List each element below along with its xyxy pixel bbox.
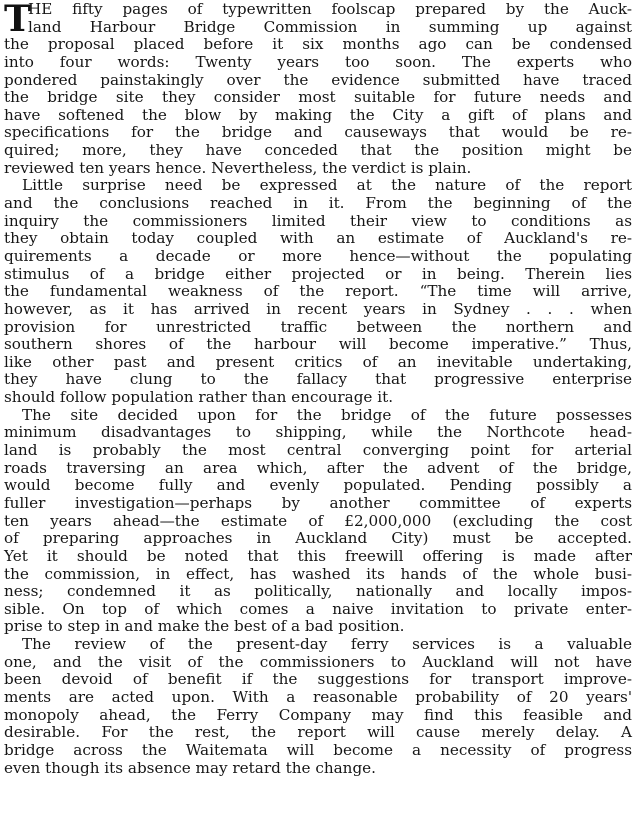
text-line: been devoid of benefit if the suggestions for transport improve- <box>4 670 632 689</box>
text-line: inquiry the commissioners limited their view to conditions as <box>4 211 632 230</box>
text-line: minimum disadvantages to shipping, while the Northcote head- <box>4 423 632 442</box>
text-line: ments are acted upon. With a reasonable probability of 20 years' <box>4 687 632 706</box>
text-line: the commission, in effect, has washed its hands of the whole busi- <box>4 564 632 583</box>
paragraph-2 <box>4 177 632 406</box>
text-line: reviewed ten years hence. Nevertheless, the verdict is plain. <box>4 158 472 177</box>
text-line: Little surprise need be expressed at the nature of the report <box>22 176 632 195</box>
text-line: the proposal placed before it six months ago can be condensed <box>4 35 632 54</box>
text-line: the fundamental weakness of the report. “The time will arrive, <box>4 282 632 301</box>
text-line: land Harbour Bridge Commission in summing up against <box>28 17 632 36</box>
text-line: however, as it has arrived in recent years in Sydney . . . when <box>4 299 632 318</box>
paragraph-3 <box>4 407 632 636</box>
text-line: southern shores of the harbour will become imperative.” Thus, <box>4 335 632 354</box>
drop-cap: T <box>4 0 31 40</box>
text-line: have softened the blow by making the City a gift of plans and <box>4 105 632 124</box>
text-line: and the conclusions reached in it. From the beginning of the <box>4 194 632 213</box>
text-line: one, and the visit of the commissioners to Auckland will not have <box>4 652 632 671</box>
text-line: into four words: Twenty years too soon. The experts who <box>4 52 632 71</box>
text-line: prise to step in and make the best of a bad position. <box>4 617 405 636</box>
text-line: ten years ahead—the estimate of £2,000,000 (excluding the cost <box>4 511 632 530</box>
article-body <box>4 1 632 777</box>
text-line: land is probably the most central converging point for arterial <box>4 441 632 460</box>
text-line: like other past and present critics of an inevitable undertaking, <box>4 352 632 371</box>
text-line: stimulus of a bridge either projected or in being. Therein lies <box>4 264 632 283</box>
text-line: fuller investigation—perhaps by another committee of experts <box>4 493 632 512</box>
text-line: they obtain today coupled with an estimate of Auckland's re- <box>4 229 632 248</box>
text-line: bridge across the Waitemata will become a necessity of progress <box>4 740 632 759</box>
text-line: the bridge site they consider most suitable for future needs and <box>4 88 632 107</box>
paragraph-1 <box>4 1 632 177</box>
text-line: of preparing approaches in Auckland City) must be accepted. <box>4 529 632 548</box>
text-line: HE fifty pages of typewritten foolscap prepared by the Auck- <box>28 0 632 18</box>
text-line: The review of the present-day ferry services is a valuable <box>22 635 632 654</box>
text-line: The site decided upon for the bridge of the future possesses <box>22 405 632 424</box>
text-line: Yet it should be noted that this freewill offering is made after <box>4 546 632 565</box>
text-line: should follow population rather than encourage it. <box>4 388 394 407</box>
text-line: even though its absence may retard the change. <box>4 758 376 777</box>
text-line: they have clung to the fallacy that progressive enterprise <box>4 370 632 389</box>
text-line: roads traversing an area which, after the advent of the bridge, <box>4 458 632 477</box>
text-line: provision for unrestricted traffic between the northern and <box>4 317 632 336</box>
paragraph-4 <box>4 636 632 777</box>
text-line: ness; condemned it as politically, nationally and locally impos- <box>4 582 632 601</box>
text-line: pondered painstakingly over the evidence submitted have traced <box>4 70 632 89</box>
text-line: would become fully and evenly populated. Pending possibly a <box>4 476 632 495</box>
text-line: desirable. For the rest, the report will cause merely delay. A <box>4 723 632 742</box>
text-line: quired; more, they have conceded that the position might be <box>4 141 632 160</box>
text-line: quirements a decade or more hence—without the populating <box>4 246 632 265</box>
text-line: monopoly ahead, the Ferry Company may find this feasible and <box>4 705 632 724</box>
text-line: specifications for the bridge and causeways that would be re- <box>4 123 632 142</box>
text-line: sible. On top of which comes a naive invitation to private enter- <box>4 599 632 618</box>
